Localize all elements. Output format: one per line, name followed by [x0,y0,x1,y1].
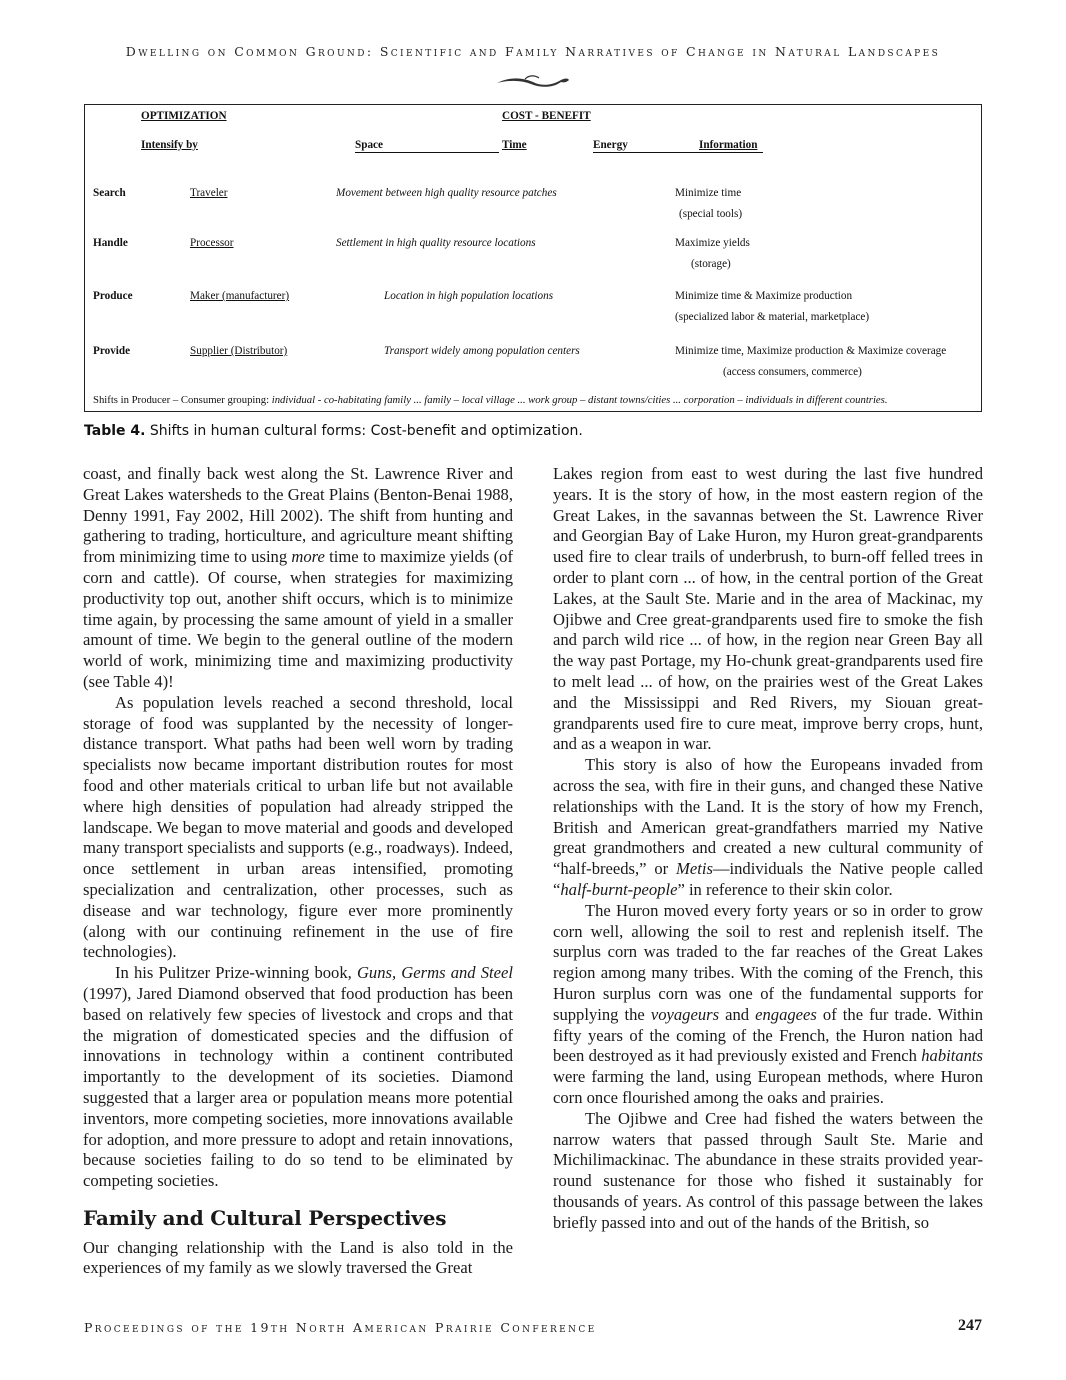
decorative-swash-icon [495,72,571,90]
left-column [83,464,513,1279]
table-col-intensify-by: Intensify by [141,139,198,151]
table-row-label: Search [93,187,126,199]
paragraph: In his Pulitzer Prize-winning book, Guns, Germs and Steel (1997), Jared Diamond observed that food production has been based on relatively few species of livestock and crops and that the migration of domesticated species and the diffusion of innovations in technology within a continent contributed importantly to the development of its societies. Diamond suggested that a larger area or population means more potential inventors, more competing societies, more innovations available for adoption, and more pressure to adopt and retain innovations, because societies failing to do so tend to be eliminated by competing societies. [83,963,514,1191]
paragraph: The Ojibwe and Cree had fished the waters between the narrow waters that passed through Sault Ste. Marie and Michilimackinac. The abundance in these straits provided year-round sustenance for those who fished it sustainably for thousands of years. As control of this passage between the lakes briefly passed into and out of the hands of the British, so [553,1108,983,1232]
table-row-label: Handle [93,237,128,249]
page-number: 247 [958,1317,982,1334]
caption-label: Table 4. [84,423,146,439]
table-row-space: Transport widely among population centers [384,345,580,357]
table-shifts-row [93,394,888,406]
table-row-role: Traveler [190,187,228,199]
table-row-info: Minimize time [675,187,742,199]
table-col-energy: Energy [593,139,763,153]
table-row-info: Maximize yields [675,237,750,249]
running-head: Dwelling on Common Ground: Scientific and Family Narratives of Change in Natural Landscapes [125,44,941,59]
table-row-role: Supplier (Distributor) [190,345,288,357]
table-row-role: Processor [190,237,234,249]
table-header-optimization: OPTIMIZATION [141,110,227,122]
table-shifts-text: individual - co-habitating family ... family – local village ... work group – distant towns/cities ... corporation – individuals in different countries. [271,394,888,406]
paragraph: This story is also of how the Europeans invaded from across the sea, with fire in their guns, and changed these Native relationships with the Land. It is the story of how my French, British and American great-grandfathers married my Native great grandmothers and created a new cultural community of “half-breeds,” or Metis—individuals the Native people called “half-burnt-people” in reference to their skin color. [553,755,983,899]
table-header-cost-benefit: COST - BENEFIT [502,110,591,122]
table-row-space: Movement between high quality resource patches [336,187,557,199]
table-shifts-label: Shifts in Producer – Consumer grouping: [93,394,272,406]
table-row-info: Minimize time, Maximize production & Maximize coverage [675,345,947,357]
table-row-label: Provide [93,345,131,357]
paragraph: Our changing relationship with the Land is also told in the experiences of my family as we slowly traversed the Great [83,1237,513,1278]
footer-proceedings: Proceedings of the 19th North American Prairie Conference [84,1320,597,1335]
table-row-label: Produce [93,290,133,302]
table-row-role: Maker (manufacturer) [190,290,290,302]
table-row-space: Location in high population locations [384,290,554,302]
right-column [553,464,983,1233]
paragraph: As population levels reached a second threshold, local storage of food was supplanted by the necessity of longer-distance transport. What paths had been well worn by trading specialists now became important distribution routes for most food and other materials critical to urban life but not available where high densities of population had already stripped the landscape. We began to move material and goods and developed many transport specialists and supports (e.g., roadways). Indeed, once settlement in urban areas intensified, promoting specialization and centralization, other processes, such as disease and war technology, figure ever more prominently (along with our continuing refinement in the use of fire technologies). [83,692,513,962]
table-row-info-note: (access consumers, commerce) [723,366,862,378]
table-row-info-note: (special tools) [679,208,743,220]
table-caption [84,423,583,439]
table-col-space: Space [355,139,499,153]
table-row-info: Minimize time & Maximize production [675,290,853,302]
paragraph: Lakes region from east to west during the last five hundred years. It is the story of how, in the most eastern region of the Great Lakes, in the savannas between the St. Lawrence River and Georgian Bay of Lake Huron, my Huron great-grandparents used fire to clear trails of underbrush, to burn-off felled trees in order to plant corn ... of how, in the central portion of the Great Lakes, at the Sault Ste. Marie and in the area of Mackinac, my Ojibwe and Cree great-grandparents used fire to smoke the fish and parch wild rice ... of how, in the region near Green Bay all the way past Portage, my Ho-chunk great-grandparents used fire to melt lead ... of how, on the prairies west of the Great Lakes and the Mississippi and Red Rivers, my Siouan great-grandparents used fire to cure meat, improve berry crops, hunt, and as a weapon in war. [553,464,983,754]
section-heading: Family and Cultural Perspectives [83,1205,447,1230]
table-row-space: Settlement in high quality resource locations [336,237,536,249]
paragraph: coast, and finally back west along the St. Lawrence River and Great Lakes watersheds to the Great Plains (Benton-Benai 1988, Denny 1991, Fay 2002, Hill 2002). The shift from hunting and gathering to trading, horticulture, and agriculture meant shifting from minimizing time to using more time to maximize yields (of corn and cattle). Of course, when strategies for maximizing productivity top out, another shift occurs, which is to minimize time again, by processing the same amount of yield in a smaller amount of time. We begin to the general outline of the modern world of work, minimizing time and maximizing productivity (see Table 4)! [83,464,513,691]
table-row-info-note: (storage) [691,258,731,270]
table-col-information: Information [699,139,758,151]
paragraph: The Huron moved every forty years or so in order to grow corn well, allowing the soil to rest and replenish itself. The surplus corn was traded to the far reaches of the Great Lakes region among many tribes. With the coming of the French, this Huron surplus corn was one of the fundamental supports for supplying the voyageurs and engagees of the fur trade. Within fifty years of the coming of the French, the Huron nation had been destroyed as it had previously existed and French habitants were farming the land, using European methods, where Huron corn once flourished among the oaks and prairies. [553,900,983,1107]
table-col-time: Time [502,139,527,151]
table-row-info-note: (specialized labor & material, marketplace) [675,311,870,323]
table-4 [84,104,982,412]
caption-text: Shifts in human cultural forms: Cost-benefit and optimization. [145,423,583,439]
